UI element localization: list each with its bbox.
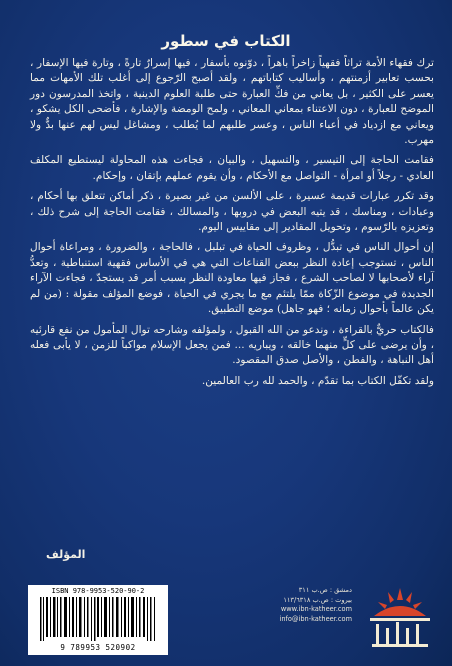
- isbn-text: ISBN 978-9953-520-90-2: [51, 587, 145, 595]
- publisher-logo-icon: [360, 582, 440, 656]
- publisher-website: www.ibn-katheer.com: [280, 605, 352, 614]
- cover-title: الكتاب في سطور: [161, 32, 291, 50]
- paragraph: وقد تكرر عبارات قديمة عسيرة ، على الألسن من غير بصيرة ، ذكر أماكن تتعلق بها أحكام ، وعبادات ، ومناسك ، قد يتيه البعض في دروبها ، والمسالك ، فقامت الحاجة إلى شرح ذلك ، وتعزيزه بالرّسوم ، وتحويل المقادير إلى مقاييس اليوم.: [30, 190, 434, 234]
- publisher-block: [242, 582, 442, 656]
- publisher-address-damascus: دمشق : ص.ب ٣١١: [298, 586, 352, 594]
- paragraph: إن أحوال الناس في تبدُّل ، وظروف الحياة في تبلبل ، فالحاجة ، والضرورة ، ومراعاة أحوال الناس ، تستوجب إعادة النظر ببعض القناعات التي هي في الأساس فقهية استنباطية ، وتعدُّ آراء لأصحابها لا لصاحب الشرع ، فجاز فيها معاودة النظر بسبب أمر قد يستجدّ ، فجاءت الآراء الجديدة في موضوع الزّكاة ممّا يلتئم مع ما يجري في الحياة ، فوضع المؤلف مقولة : (من لم يكن عالماً بأحوال زمانه ؛ فهو جاهل) موضع التطبيق.: [30, 241, 434, 316]
- publisher-info: [242, 586, 352, 624]
- isbn-barcode: [28, 585, 168, 655]
- paragraph: فالكتاب حريٌّ بالقراءة ، وندعو من الله القبول ، ولمؤلفه وشارحه توال المأمول من نفع قارئيه ، وأن يرضى على كلٍّ منهما خالقه ، ويباريه ... فمن يجعل الإسلام مواكباً للزمن ، لا يأبى فعله أهل النباهة ، والفطن ، والأصل صدق المقصود.: [30, 323, 434, 367]
- barcode-digits: 9 789953 520902: [60, 643, 136, 652]
- blurb-text: [30, 56, 434, 394]
- author-label: المؤلف: [46, 548, 86, 561]
- publisher-address-beirut: بيروت : ص.ب ١١٣/٦٣١٨: [283, 595, 352, 604]
- paragraph: ترك فقهاء الأمة تراثاً فقهياً زاخراً باهراً ، دوّنوه بأسفار ، فيها إسرارٌ تارةً ، وتارة فيها الإسفار ، بحسب تعابير أزمنتهم ، وأساليب كتاباتهم ، ولقد أصبح الرّجوع إلى أغلب تلك الأمهات مما يعسر على الكثير ، بل يعاني من فكِّ العبارة حتى طلبة العلوم الدينية ، واتخذ المدرسون دور الموضح للعبارة ، دون الاعتناء بمعاني المعاني ، ولمح الومضة والإشارة ، فأضحى الكل يشكو ، ويعاني مع ازدياد في أعباء الناس ، وعسر طلبهم لما يُطلب ، ومشاغل ليس لهم عنها بدٌّ ولا مهرب.: [30, 57, 434, 147]
- paragraph: ولقد تكفّل الكتاب بما تقدّم ، والحمد لله رب العالمين.: [201, 374, 434, 387]
- publisher-email: info@ibn-katheer.com: [279, 614, 352, 623]
- paragraph: فقامت الحاجة إلى التيسير ، والتسهيل ، والبيان ، فجاءت هذه المحاولة ليستطيع المكلف العادي - رجلاً أو امرأة - التواصل مع الأحكام ، وأن يقوم عملهم بإتقان ، وإحكام.: [30, 154, 434, 182]
- barcode-bars-icon: [38, 597, 158, 641]
